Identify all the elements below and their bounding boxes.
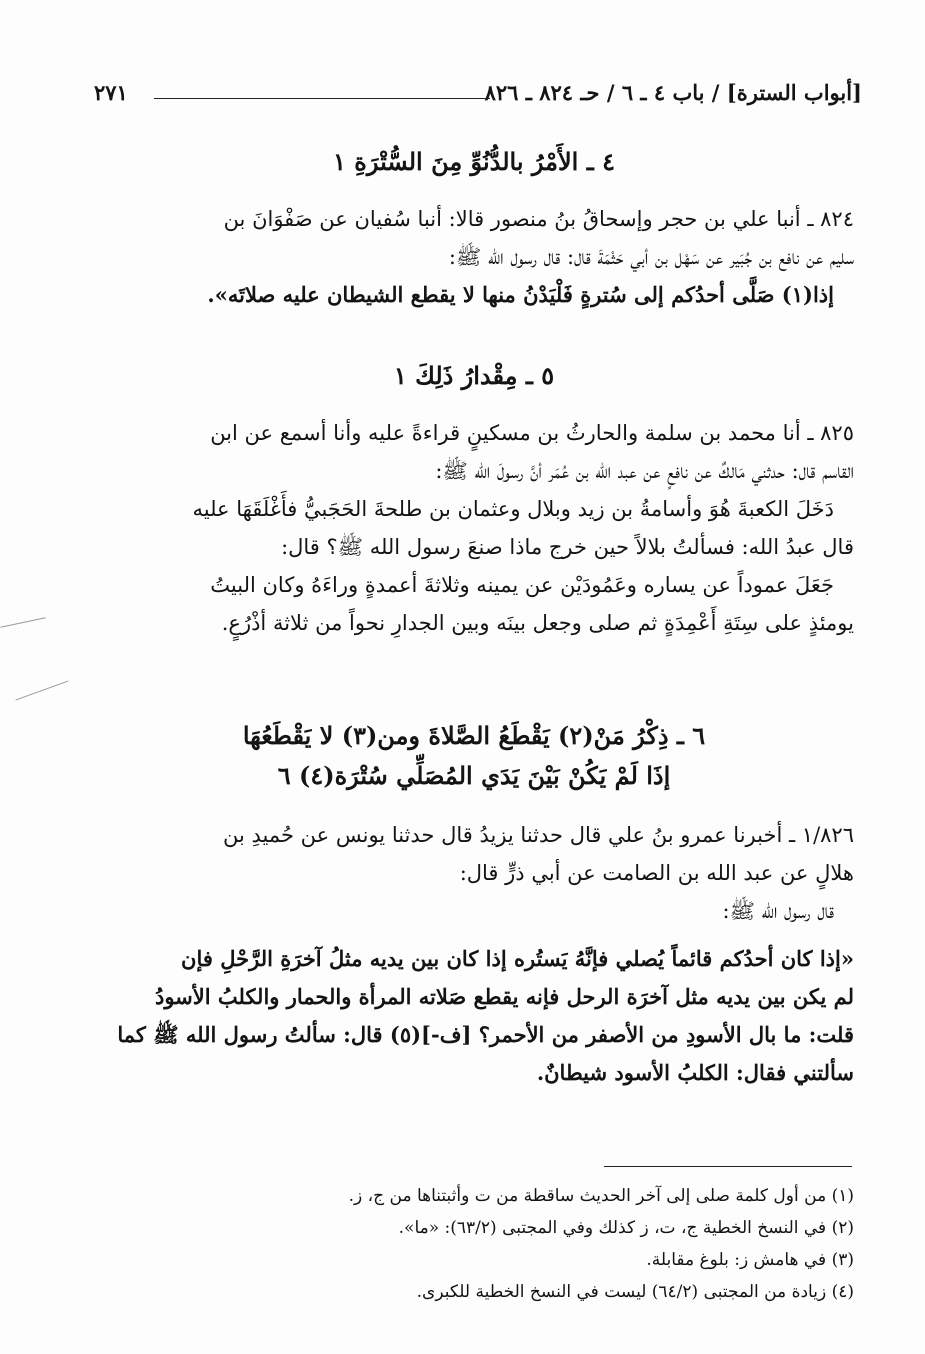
hadith-824-line-2: سليم عن نافع بن جُبَير عن سَهْل بن أبي حَثْمَةَ قال: قال رسول الله ﷺ:: [448, 245, 854, 269]
hadith-825-line-4: قال عبدُ الله: فسألتُ بلالاً حين خرج ماذا صنعَ رسول الله ﷺ؟ قال:: [281, 535, 854, 559]
page-header: [94, 80, 862, 114]
section-5-heading: ٥ ـ مِقْدارُ ذَلِكَ ١: [393, 361, 555, 390]
page-number: ٢٧١: [94, 80, 128, 105]
hadith-825-text: [94, 414, 854, 642]
footnote-3: (٣) في هامش ز: بلوغ مقابلة.: [646, 1250, 854, 1270]
hadith-824-line-3: إذا(١) صَلَّى أحدُكم إلى سُترةٍ فَلْيَدْنُ منها لا يقطع الشيطان عليه صلاتَه».: [207, 282, 834, 307]
hadith-825-line-6: يومئذٍ على سِتَةِ أَعْمِدَةٍ ثم صلى وجعل بينَه وبين الجدارِ نحواً من ثلاثة أذْرُعٍ.: [221, 611, 854, 635]
hadith-824-line-1: ٨٢٤ ـ أنبا علي بن حجر وإسحاقُ بنُ منصور قالا: أنبا سُفيان عن صَفْوَانَ بن: [223, 207, 854, 231]
footnote-rule: [604, 1166, 852, 1167]
hadith-824-text: [94, 200, 854, 314]
hadith-826-line-7: سألتني فقال: الكلبُ الأسود شيطانٌ.: [536, 1060, 854, 1085]
hadith-826-line-5: لم يكن بين يديه مثل آخرَة الرحل فإنه يقطع صَلاته المرأة والحمار والكلبُ الأسودُ: [154, 984, 854, 1009]
hadith-825-line-2: القاسم قال: حدثني مَالكٌ عن نافعٍ عن عبد الله بن عُمَر أنَّ رسولَ الله ﷺ:: [435, 459, 854, 483]
hadith-826-text: [94, 816, 854, 1092]
hadith-825-line-1: ٨٢٥ ـ أنا محمد بن سلمة والحارثُ بن مسكينٍ قراءةً عليه وأنا أسمع عن ابن: [210, 421, 854, 445]
section-6-heading-line-1: ٦ ـ ذِكْرُ مَنْ(٢) يَقْطَعُ الصَّلاةَ ومن(٣) لا يَقْطَعُهَا: [242, 721, 706, 750]
hadith-826-line-2: هلالٍ عن عبد الله بن الصامت عن أبي ذرٍّ قال:: [459, 861, 854, 885]
hadith-826-line-3: قال رسول الله ﷺ:: [722, 899, 834, 923]
footnotes: [94, 1180, 854, 1308]
hadith-826-line-1: ١/٨٢٦ ـ أخبرنا عمرو بنُ علي قال حدثنا يزيدُ قال حدثنا يونس عن حُميدِ بن: [222, 823, 854, 847]
running-title: [أبواب السترة] / باب ٤ ـ ٦ / حـ ٨٢٤ ـ ٨٢٦: [484, 80, 862, 105]
section-4-heading: ٤ ـ الأَمْرُ بالدُّنُوِّ مِنَ السُّتْرَةِ ١: [333, 147, 615, 176]
hadith-826-line-6: قلت: ما بال الأسودِ من الأصفر من الأحمر؟ [ف-](٥) قال: سألتُ رسول الله ﷺ كما: [117, 1022, 854, 1047]
footnote-1: (١) من أول كلمة صلى إلى آخر الحديث ساقطة من ت وأثبتناها من ج، ز.: [348, 1186, 854, 1206]
margin-scan-mark-2: [16, 680, 69, 700]
hadith-825-line-3: دَخَلَ الكعبةَ هُوَ وأسامةُ بن زيد وبلال وعثمان بن طلحةَ الحَجَبيُّ فأَغْلَقَهَا عليه: [192, 497, 834, 521]
section-6-heading-line-2: إذَا لَمْ يَكُنْ بَيْنَ يَدَي المُصَلِّي سُتْرَة(٤) ٦: [277, 761, 671, 790]
footnote-4: (٤) زيادة من المجتبى (٦٤/٢) ليست في النسخ الخطية للكبرى.: [416, 1282, 854, 1302]
header-rule: [154, 98, 490, 99]
hadith-826-line-4: «إذا كان أحدُكم قائماً يُصلي فإنَّهُ يَستُره إذا كان بين يديه مثلُ آخرَةِ الرَّحْلِ فإن: [181, 946, 854, 971]
section-6-heading: [94, 716, 854, 796]
hadith-825-line-5: جَعَلَ عموداً عن يساره وعَمُودَيْن عن يمينه وثلاثةَ أعمدةٍ وراءَهُ وكان البيتُ: [210, 573, 834, 597]
margin-scan-mark-1: [0, 617, 45, 628]
footnote-2: (٢) في النسخ الخطية ج، ت، ز كذلك وفي المجتبى (٦٣/٢): «ما».: [398, 1218, 854, 1238]
